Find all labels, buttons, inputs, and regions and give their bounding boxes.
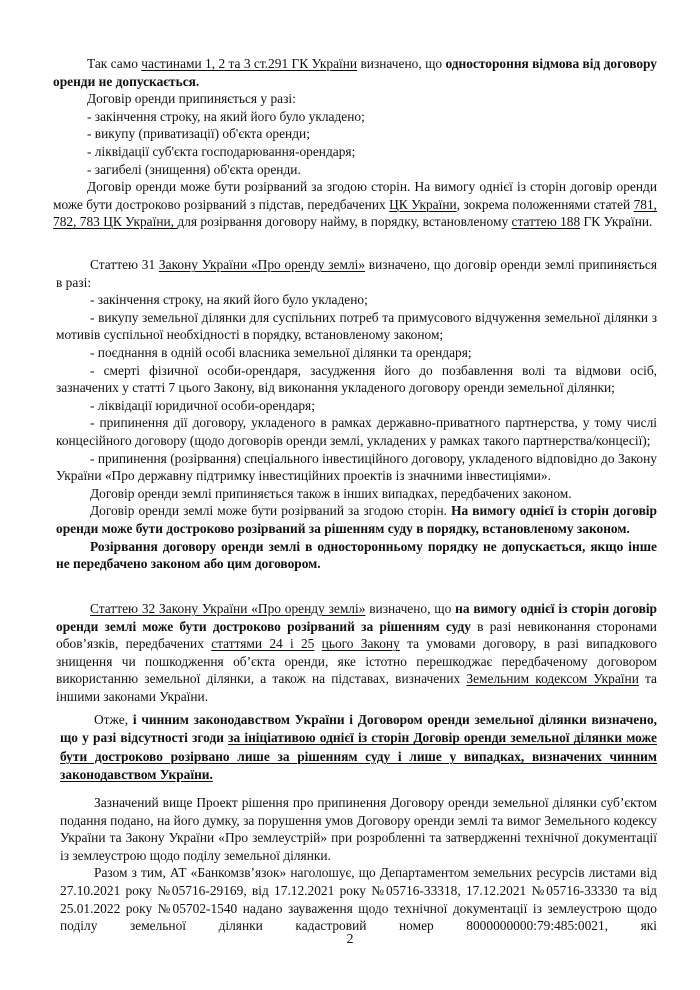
list-item: - ліквідації суб'єкта господарювання-орендаря; xyxy=(87,143,356,159)
emphasis-text: одностороння відмова від договору оренди не допускається. xyxy=(53,56,657,89)
list-item: - поєднання в одній особі власника земельної ділянки та орендаря; xyxy=(90,344,472,360)
emphasis-paragraph: Розірвання договору оренди землі в односторонньому порядку не допускається, якщо інше не передбачено законом або цим договором. xyxy=(56,538,657,572)
law-reference: статтею 188 xyxy=(511,214,581,230)
paragraph: Договір оренди припиняється у разі: xyxy=(87,91,296,107)
law-reference: ЦК України xyxy=(389,196,457,212)
list-item: - смерті фізичної особи-орендаря, засудження його до позбавлення волі та відмови осіб, зазначених у статті 7 цього Закону, від виконання укладеного договору оренди земельної ділянки; xyxy=(56,362,657,396)
emphasis-text: і чинним законодавством України і Договором оренди земельної ділянки визначено, що у разі відсутності згоди xyxy=(60,712,657,746)
paragraph: Разом з тим, АТ «Банкомзв’язок» наголошує, що Департаментом земельних ресурсів листами від 27.10.2021 року №05716-29169, від 17.12.2021 року №05716-33318, 17.12.2021 №05716-33330 та від 25.01.2022 року №05702-1540 надано зауваження щодо технічної документації із землеустрою щодо поділу земельної ділянки кадастровий номер 8000000000:79:485:0021, які xyxy=(60,865,657,934)
section-land-lease-article-32 xyxy=(56,600,657,706)
emphasis-text: на вимогу однієї із сторін договір оренди землі може бути достроково розірваний за рішенням суду xyxy=(56,601,657,634)
list-item: - припинення (розірвання) спеціального інвестиційного договору, укладеного відповідно до Закону України «Про державну підтримку інвестиційних проектів із значними інвестиціями». xyxy=(56,450,657,484)
list-item: - закінчення строку, на який його було укладено; xyxy=(87,108,365,124)
law-reference: Земельним кодексом України xyxy=(466,671,639,687)
list-item: - закінчення строку, на який його було укладено; xyxy=(90,292,368,308)
paragraph: Отже, і чинним законодавством України і Договором оренди земельної ділянки визначено, що у разі відсутності згоди за ініціативою однієї із сторін Договір оренди земельної ділянки може бути достроково розірвано лише за рішенням суду і лише у випадках, визначених чинним законодавством України. xyxy=(60,712,657,783)
section-conclusion xyxy=(60,711,657,785)
section-project-decision xyxy=(60,794,657,935)
law-reference: Закону України «Про оренду землі» xyxy=(158,257,366,272)
section-land-lease-article-31 xyxy=(56,256,657,573)
paragraph: Зазначений вище Проект рішення про припинення Договору оренди земельної ділянки суб’єктом подання подано, на його думку, за порушення умов Договору оренди землі та вимог Земельного кодексу України та Закону України «Про землеустрій» при розробленні та затвердженні технічної документації із землеустрою щодо поділу земельної ділянки. xyxy=(60,795,657,863)
page-number: 2 xyxy=(346,932,354,947)
emphasis-text: На вимогу однієї із сторін договір оренди може бути достроково розірваний за рішенням суду в порядку, встановленому законом. xyxy=(56,503,657,536)
law-reference: частинами 1, 2 та 3 ст.291 ГК України xyxy=(141,56,358,71)
paragraph: Статтею 32 Закону України «Про оренду землі» визначено, що на вимогу однієї із сторін договір оренди землі може бути достроково розірваний за рішенням суду в разі невиконання сторонами обов’язків, передбачених статтями 24 і 25 цього Закону та умовами договору, в разі випадкового знищення чи пошкодження об’єкта оренди, яке істотно перешкоджає передбаченому договором використанню земельної ділянки, а також на підставах, визначених Земельним кодексом України та іншими законами України. xyxy=(56,601,658,704)
emphasis-underlined-text: за ініціативою однієї із сторін Договір оренди земельної ділянки може бути достроково розірвано лише за рішенням суду і лише у випадках, визначених чинним законодавством України. xyxy=(60,730,657,783)
law-reference: статтями 24 і 25 xyxy=(211,636,315,652)
law-reference: цього Закону xyxy=(321,636,400,652)
law-reference: 781, 782, 783 ЦК України, xyxy=(53,196,657,230)
paragraph: Так само частинами 1, 2 та 3 ст.291 ГК України визначено, що одностороння відмова від договору оренди не допускається. xyxy=(53,56,657,89)
paragraph: Договір оренди землі припиняється також в інших випадках, передбачених законом. xyxy=(90,485,572,501)
list-item: - викупу земельної ділянки для суспільних потреб та примусового відчуження земельної ділянки з мотивів суспільної необхідності в порядку, встановленому законом; xyxy=(56,309,657,343)
list-item: - загибелі (знищення) об'єкта оренди. xyxy=(87,161,301,177)
law-reference: Статтею 32 Закону України «Про оренду землі» xyxy=(90,601,366,616)
paragraph: Статтею 31 Закону України «Про оренду землі» визначено, що договір оренди землі припиняється в разі: xyxy=(56,257,657,290)
section-gk-article-291 xyxy=(53,55,657,231)
list-item: - викупу (приватизації) об'єкта оренди; xyxy=(87,126,310,142)
list-item: - ліквідації юридичної особи-орендаря; xyxy=(90,397,315,413)
list-item: - припинення дії договору, укладеного в рамках державно-приватного партнерства, у тому числі концесійного договору (щодо договорів оренди землі, укладених у рамках такого партнерства/концесії); xyxy=(56,415,657,448)
paragraph: Договір оренди може бути розірваний за згодою сторін. На вимогу однієї із сторін договір оренди може бути достроково розірваний з підстав, передбачених ЦК України, зокрема положеннями статей 781, 782, 783 ЦК України, для розірвання договору найму, в порядку, встановленому статтею 188 ГК України. xyxy=(53,179,657,230)
paragraph: Договір оренди землі може бути розірваний за згодою сторін. На вимогу однієї із сторін договір оренди може бути достроково розірваний за рішенням суду в порядку, встановленому законом. xyxy=(56,503,657,536)
